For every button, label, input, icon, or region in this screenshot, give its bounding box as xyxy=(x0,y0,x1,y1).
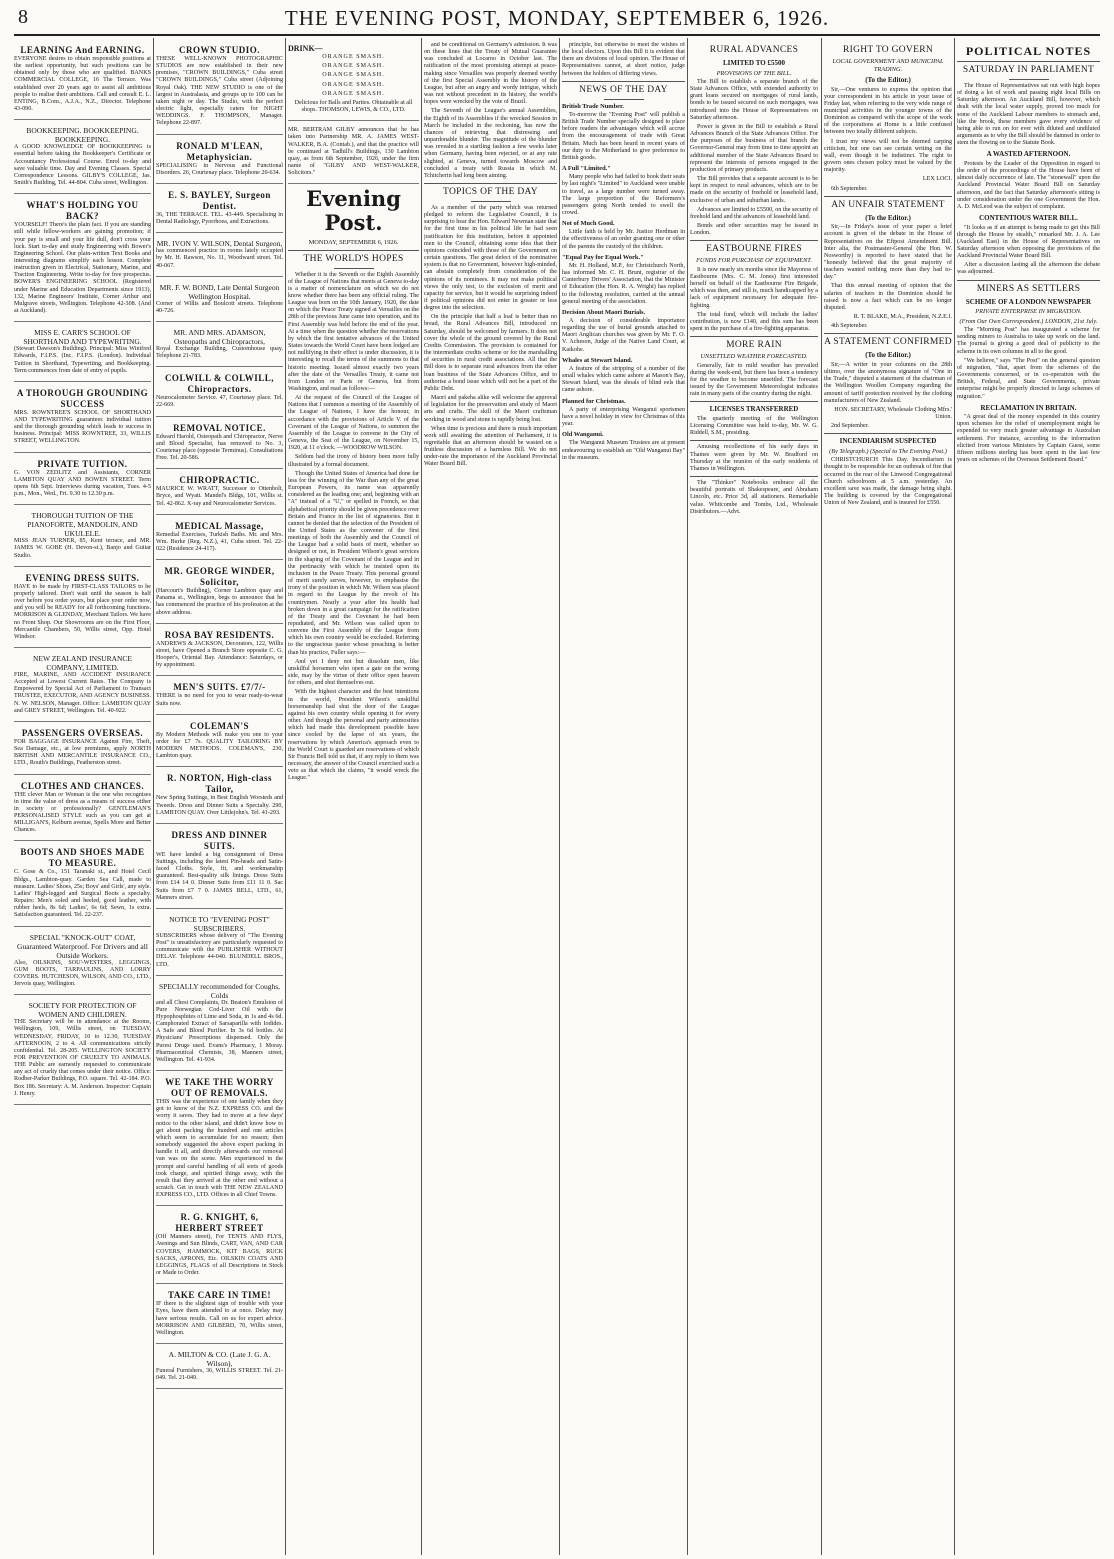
topics-continuation xyxy=(562,42,685,78)
water-title: CONTENTIOUS WATER BILL. xyxy=(979,214,1078,222)
news-items xyxy=(562,103,685,462)
ad-body: G. VON ZEDLITZ and Assistants, CORNER LAMBTON QUAY AND BOWEN STREET. Term opens 6th Sept. Interviews during vacation, Tues. 4-5 p.m., Mon., Wed., Fri. 9.30 to 12.30 p.m. xyxy=(14,469,151,498)
advertisement xyxy=(14,197,151,322)
paragraph: principle, but otherwise to meet the wishes of the local electors. Upon this Bill it is evident that there are divisions of local opinion. The House of Representatives cannot, at short notice, judge between the holders of differing views. xyxy=(562,42,685,77)
unfair-date: 4th September. xyxy=(831,323,868,330)
newspaper-title: THE EVENING POST, MONDAY, SEPTEMBER 6, 1926. xyxy=(284,6,830,30)
ad-body: 36, THE TERRACE. TEL. 43-449. Specialising in Dental Radiology, Pyorrhoea, and Extractions. xyxy=(156,211,283,226)
advertisement xyxy=(14,930,151,996)
paragraph: After a discussion lasting all the afternoon the debate was adjourned. xyxy=(957,262,1100,276)
divider xyxy=(562,81,685,82)
news-item-body: Little faith is held by Mr. Justice Herdman in the effectiveness of an order granting one or other of the parents the custody of the children. xyxy=(562,229,685,250)
incendiarism-title: INCENDIARISM SUSPECTED xyxy=(839,437,937,446)
topics-title: TOPICS OF THE DAY xyxy=(443,186,538,197)
news-item-head: Not of Much Good. xyxy=(562,220,615,228)
ad-body: By Modern Methods will make you one to your order for £7 7s. QUALITY TAILORING BY MODERN METHODS. COLEMAN'S, 230, Lambton quay. xyxy=(156,731,283,760)
editorial-paragraph: And yet I deny not but dissolute men, like unskilful horsemen who open a gate on the wrong side, may by the virtue of their office open heaven for others, and shut themselves out. xyxy=(288,658,419,687)
ad-body: THERE is no need for you to wear ready-to-wear Suits now. xyxy=(156,693,283,707)
eastbourne-subtitle: FUNDS FOR PURCHASE OF EQUIPMENT. xyxy=(696,257,812,265)
rural-subtitle: LIMITED TO £5500 xyxy=(723,59,785,67)
advertisement xyxy=(156,627,283,677)
ad-body: IF there is the slightest sign of trouble with your Eyes, have them attended to at once. Delay may have serious results. Call on us for expert advice. MORRISON AND GILBERD, 70, Willis street, Wellington. xyxy=(156,1301,283,1336)
advertisement xyxy=(156,420,283,470)
column-divider xyxy=(821,38,822,1555)
licenses-title: LICENSES TRANSFERRED xyxy=(709,405,799,414)
orange-smash-ad xyxy=(288,42,419,121)
column-1-advertisements xyxy=(14,42,151,1553)
ad-title: PASSENGERS OVERSEAS. xyxy=(21,727,144,738)
news-item-body: The Wanganui Museum Trustees are at present endeavouring to establish an "Old Wanganui Bay" in the museum. xyxy=(562,440,685,461)
ad-body: MISS JEAN TURNER, 85, Kent terrace, and MR. JAMES W. GOBE (H. Devon-st.), Banjo and Guitar Studio. xyxy=(14,538,151,559)
news-item-head: Old Wanganui. xyxy=(562,431,604,439)
ad-title: CHIROPRACTIC. xyxy=(179,475,260,486)
ad-title: MR. AND MRS. ADAMSON, Osteopaths and Chiropractors, xyxy=(173,327,266,346)
divider xyxy=(471,201,511,202)
political-notes-kicker: POLITICAL NOTES xyxy=(965,44,1092,58)
ad-body: A GOOD KNOWLEDGE OF BOOKKEEPING is essential before taking the Bookkeeper's Certificate or Accountancy Professional Course. Enrol to-day and save valuable time. Day and Evening Classes. Special Correspondence Lessons. GILBY'S COLLEGE, Jas. Smith's Building, Tel. 44-804. Cuba street, Wellington. xyxy=(14,144,151,187)
rain-subtitle: UNSETTLED WEATHER FORECASTED. xyxy=(700,353,808,361)
ad-title: MR. GEORGE WINDER, Solicitor, xyxy=(164,566,275,588)
news-item-head: Planned for Christmas. xyxy=(562,397,626,405)
govern-to-editor: (To the Editor.) xyxy=(865,76,911,84)
paragraph: "It looks as if an attempt is being made to get this Bill through the House by stealth," remarked Mr. J. A. Lee (Auckland East) in the House of Representatives on Saturday afternoon when opposing the provisions of the Auckland Provincial Water Board Bill. xyxy=(957,224,1100,260)
news-item-body: A party of enterprising Wanganui sportsmen have a novel holiday in view for Christmas of this year. xyxy=(562,406,685,428)
letter-paragraph: Sir,—In Friday's issue of your paper a brief account is given of the debate in the House of Representatives on the Eftpost Amendment Bill. Inter alia, the Postmaster-General (the Hon. W. Nosworthy) is reported to have stated that he "honestly believed that the great majority of teachers wanted nothing more than they had to-day." xyxy=(824,224,952,281)
advertisement xyxy=(156,679,283,714)
advertisement xyxy=(156,827,283,909)
reclaim-title: RECLAMATION IN BRITAIN. xyxy=(980,403,1077,412)
news-item-body: Many people who had failed to book their seats by last night's "Limited" to Auckland were unable to travel, as a large number were turned away. The large proportion of the Reformers's passengers going North tended to swell the crowd. xyxy=(562,174,685,216)
divider xyxy=(334,268,374,269)
ad-body: Also, OILSKINS, SOU'-WESTERS, LEGGINGS, GUM BOOTS, TARPAULINS, AND LORRY COVERS. HUTCHESON, WILSON, AND CO., LTD., Jervois quay, Wellington. xyxy=(14,959,151,988)
advertisement xyxy=(14,123,151,194)
incendiarism-body xyxy=(824,457,952,507)
divider xyxy=(957,280,1100,281)
ad-body: (Stewart Dawson's Building). Principal: Miss Winifred Edwards, F.I.P.S. (Inc. F.I.P.S. (London). Individual Tuition in Shorthand, Typewriting, and Bookkeeping. Term commences from date of entry of pupils. xyxy=(14,346,151,374)
advertisement xyxy=(156,370,283,416)
advertisement xyxy=(156,1287,283,1344)
ad-title: WHAT'S HOLDING YOU BACK? xyxy=(26,200,139,222)
paragraph: "A great deal of the money expended in this country upon schemes for the relief of unemployment might be expended to very much greater advantage in Australian settlement. For instance, according to the information elicited from various Ministers by Captain Guest, some fifteen millions sterling has been spent in the last few years on schemes of the Overseas Settlement Board." xyxy=(957,414,1100,464)
advertisement xyxy=(156,979,283,1071)
editorial-paragraph: Though the United States of America had done far less for the winning of the War than any of the great European Powers, its name was apparently considered as the leading one; and, beginning with an "A" instead of a "U," or spelled in French, so that alphabetical priority should be given precedence over Britain and France in the list of signatories. But it cannot be denied that the selection of the President of the United States as the convener of the first meetings of both the Assembly and the Council of the League had a solid basis of merit, whether so designed or not, in President Wilson's great services in the shaping of the Covenant of the League and in the pertinacity with which he insisted upon its inclusion in the Peace Treaty. This personal ground of merit surely serves, however, to emphasise the irony of the position in which Mr. Wilson was placed in regard to the League by the revolt of his countrymen. Nearly a year after his health had broken down in a great campaign for the ratification of the Treaty and the Covenant he had been repudiated, and Mr. Wilson was called upon to convene the First Assembly of the League from which his own country would be excluded. Referring to the ungracious pastor whose preaching is better than his practice, Fuller says:— xyxy=(288,470,419,656)
ad-list xyxy=(156,42,283,1389)
editorial-paragraph: With the highest character and the best intentions in the world, President Wilson's unskilful horsemanship had shut the door of the League against his own country while opening it for every other. And though the personal and party animosities which had made this development possible have since cooled by the lapse of six years, the reservations by which America's approach even to the World Court is guarded are reservations of which Sir Francis Bell told us that, if any reply to them was necessary, the answer of the Council exercised such a veto as that which the claims, "it would wreck the League." xyxy=(288,689,419,782)
divider xyxy=(690,240,818,241)
thinker-ad: The "Thinker" Notebooks embrace all the beautiful portraits of Shakespeare, and Abraham Lincoln, etc. Price 3d, all stationers. Remarkable value. Whitcombe and Tombs, Ltd., Wholesale Distributors.—Advt. xyxy=(690,480,818,515)
advertisement xyxy=(14,570,151,648)
advertisement xyxy=(156,42,283,135)
advertisement xyxy=(14,844,151,926)
ad-body: HAVE to be made by FIRST-CLASS TAILORS to be properly tailored. Don't wait until the season is half over before you order yours, but place your order now, and you will be READY for all forthcoming functions. MORRISON & GLENDAY, Merchant Tailors. We have no Front Shop. Our Showrooms are on the First Floor, Mercantile Chambers, 50, Willis street, Opp. Hotel Windsor. xyxy=(14,583,151,640)
divider xyxy=(690,440,818,441)
ad-body: THE clever Man or Woman is the one who recognises in time the value of dress as a means of success either in society or professionally? GENTLEMAN'S PERSONALISED STYLE such as you can get at MILLIGAN'S, Kelburn avenue, Spells More and Better Chances. xyxy=(14,791,151,834)
editorial-paragraph: Whether it is the Seventh or the Eighth Assembly of the League of Nations that meets at Geneva to-day is a matter of nomenclature on which we do not know whether there has been any official ruling. The League was born on the 10th January, 1920, the date on which the Peace Treaty signed at Versailles on the 28th of the previous June came into operation, and its First Assembly was held before the end of the year. At a time when the question whether the reservations by which the first tentative advances of the United States towards the World Court have been lodged are not nullifying in their effect is under discussion, it is interesting to recall the terms of the summons to that historic meeting. Issued almost exactly two years after the date of the Versailles Treaty, it came not from London or Paris or Geneva, but from Washington, and read as follows:— xyxy=(288,271,419,392)
rural-title: RURAL ADVANCES xyxy=(709,45,799,55)
ad-body: WE have landed a big consignment of Dress Suitings, including the latest Pin-heads and Satin-faced Cloths. Style, fit, and workmanship guaranteed. Best-quality silk linings. Dress Suits from £14 14 0. Dinner Suits from £11 11 0. Sac Suits from £7 7 0. JAMES BELL, LTD., 61, Manners street. xyxy=(156,851,283,901)
column-divider xyxy=(559,38,560,1555)
masthead xyxy=(14,4,1100,36)
unfair-to-editor: (To the Editor.) xyxy=(865,213,911,222)
editorial-paragraph: At the request of the Council of the League of Nations that I summon a meeting of the Assembly of the League of Nations, I have the honour, in accordance with the provisions of Article V. of the Covenant of the League of Nations, to summon the Assembly of the League to convene in the City of Geneva, the Seat of the League, on November 15, 1920, at 11 o'clock. —WOODROW WILSON. xyxy=(288,395,419,452)
unfair-title: AN UNFAIR STATEMENT xyxy=(831,199,945,210)
incendiarism-sub: (By Telegraph.) (Special to The Evening Post.) xyxy=(829,447,947,455)
govern-title: RIGHT TO GOVERN xyxy=(842,45,933,55)
saturday-body xyxy=(957,83,1100,147)
column-divider xyxy=(687,38,688,1555)
divider xyxy=(824,196,952,197)
advertisement xyxy=(14,385,151,453)
advertisement xyxy=(156,912,283,976)
notice-text: MR. BERTRAM GILBY announces that he has taken into Partnership MR. A. JAMES WEST-WALKER, B.A. (Contab.), and that the practice will be continued at Tadhill's Buildings, 130 Lambton quay, as from 6th September, 1926, under the firm name of "GILBY AND WEST-WALKER, Solicitors." xyxy=(288,127,419,177)
saturday-title: SATURDAY IN PARLIAMENT xyxy=(962,65,1095,75)
ad-body: (Harcourt's Building), Corner Lambton quay and Panama st., Wellington, begs to announce that he has commenced the practice of his profession at the above address. xyxy=(156,588,283,616)
advertisement xyxy=(14,998,151,1105)
paragraph: It is now nearly six months since the Mayoress of Eastbourne (Mrs. C. M. Jones) first interested herself on behalf of the Eastbourne Fire Brigade, which was then, and still is, much handicapped by a lack of equipment necessary for adequate fire-fighting. xyxy=(690,266,818,309)
ad-title: DRESS AND DINNER SUITS. xyxy=(171,829,268,851)
amusing-paragraph: Amusing recollections of his early days in Thames were given by Mr. W. Bradford on Thursday at the reunion of the early residents of Thames in Wellington. xyxy=(690,444,818,472)
page-number: 8 xyxy=(18,6,28,28)
ad-title: THOROUGH TUITION OF THE PIANOFORTE, MANDOLIN, AND UKULELE. xyxy=(27,511,138,539)
ad-body: has commenced practice in rooms lately occupied by Mr. H. Rawson, No. 11, Woodward street. Tel. 40-067. xyxy=(156,248,283,269)
ad-body: THIS was the experience of one family when they got to know of the N.Z. EXPRESS CO. and the worry it saves. They had to move at a few days' notice to the other island, and didn't know how to get about packing the hundred and one articles which seem to accumulate for no reason; then somebody suggested the above expert packing in handle it all, and directly afterwards our removal van was on the scene. Men experienced in the prompt and careful handling of all sorts of goods took charge, and spirited things away, with the result that they arrived at the other end without a scratch. Get in touch with THE NEW ZEALAND EXPRESS CO., LTD. Offices in all Chief Towns. xyxy=(156,1099,283,1199)
ad-body: C. Gose & Co., 151 Taranaki st., and Hotel Cecil Bldgs., Lambton-quay. Garden Sea Call, made to measure. Ladies' Shoes, 25s; Boys' and Girls', any style. Ladies' High-legged and Surgical Boots a specialty. Repairs: Men's soled and heeled, good leather, with rubber heels, 8s 6d; Ladies', 6s 6d; Sewn, 1s extra. Satisfaction guaranteed. Tel. 22-237. xyxy=(14,869,151,919)
advertisement xyxy=(156,187,283,233)
miners-body xyxy=(957,327,1100,401)
news-item-head: Whales at Stewart Island. xyxy=(562,356,633,364)
paragraph: Generally, fair to mild weather has prevailed during the week-end, but there has been a tendency for the weather to become unsettled. The forecast issued by the Government Meteorologist indicates rain in many parts of the country during the night. xyxy=(690,362,818,398)
advertisement xyxy=(14,778,151,842)
divider xyxy=(604,99,644,100)
confirmed-body xyxy=(824,362,952,405)
ad-title: RONALD M'LEAN, Metaphysician. xyxy=(176,140,263,162)
govern-date: 6th September. xyxy=(831,185,868,192)
advertisement xyxy=(156,1209,283,1284)
news-item-body: To-morrow the "Evening Post" will publish a British Trade Number specially designed to place before readers the advantages which will accrue from the encouragement of trade with Great Britain. Much has been heard in recent years of our duty to the Motherland to give preference to British goods. xyxy=(562,111,685,161)
news-item-body: A decision of considerable importance regarding the use of burial grounds attached to Maori Anglican churches was given by Mr. F. O. V. Acheson, Judge of the Native Land Court, at Kaikohe. xyxy=(562,318,685,353)
ad-list xyxy=(14,42,151,1105)
ad-title: MISS E. CARR'S SCHOOL OF SHORTHAND AND TYPEWRITING. xyxy=(23,328,142,347)
ad-body: SUBSCRIBERS whose delivery of "The Evening Post" is unsatisfactory are particularly requested to communicate with the PUBLISHER WITHOUT DELAY. Telephone 44-040. BLUNDELL BROS., LTD. xyxy=(156,932,283,968)
advertisement xyxy=(14,325,151,382)
topic-paragraph: Maori and pakeha alike will welcome the approval of legislation for the preservation and study of Maori arts and crafts. The skill of the Maori craftsman working in wood and stone is rapidly being lost. xyxy=(424,395,557,423)
paragraph: The quarterly meeting of the Wellington Licensing Committee was held to-day, Mr. W. G. Riddell, S.M., presiding. xyxy=(690,415,818,437)
letter-paragraph: That this annual meeting of opinion that the salaries of teachers in the Dominion should be raised is now a fact which can be no longer disputed. xyxy=(824,283,952,311)
reclaim-body xyxy=(957,414,1100,464)
wasted-body xyxy=(957,161,1100,211)
ad-body: FIRE, MARINE, AND ACCIDENT INSURANCE Accepted at Lowest Current Rates. The Company is Empowered by Special Act of Parliament to Transact TRUSTEE, EXECUTOR, AND AGENCY BUSINESS. N. W. NELSON, Manager. Office: LAMBTON QUAY and GREY STREET, Wellington. Tel. 40-922. xyxy=(14,671,151,714)
paragraph: CHRISTCHURCH This Day. Incendiarism is thought to be responsible for an outbreak of fire that occurred in the rear of the Linwood Congregational Church schoolroom at 5 a.m. yesterday. An excellent save was made, the damage being slight. The building is covered by the Congregational Union of New Zealand, and is insured for £550. xyxy=(824,457,952,507)
orange-smash-line: ORANGE SMASH. xyxy=(322,54,385,61)
letter-paragraph: I trust my views will not be deemed carping criticism, but one can see certain writing on the wall, even though it be indistinct. The right to govern ones chosen policy must be valued by the majority. xyxy=(824,138,952,174)
paragraph: The Bill provides that a separate account is to be kept in respect to rural advances, which are to be made on the security of freehold or leasehold land, exclusive of urban and suburban lands. xyxy=(690,176,818,204)
ad-body: Remedial Exercises, Turkish Baths. Mr. and Mrs. Wm. Burke (Reg. N.Z.), 41, Cuba street. Tel. 22-022 (Residence 24-417). xyxy=(156,531,283,552)
unfair-signature: R. T. BLAKE, M.A., President, N.Z.E.I. xyxy=(853,314,952,321)
ad-title: BOOKKEEPING. BOOKKEEPING. BOOKKEEPING. xyxy=(26,126,139,145)
ad-title: SPECIAL "KNOCK-OUT" COAT, Guaranteed Waterproof. For Drivers and all Outside Workers. xyxy=(17,932,148,960)
news-item-body: A feature of the stripping of a number of the small whales which came ashore at Mason's Bay, Stewart Island, was the shoals of blind eels that came ashore. xyxy=(562,365,685,394)
column-divider xyxy=(285,38,286,1555)
newspaper-flag: Evening Post. xyxy=(306,186,401,236)
divider xyxy=(957,61,1100,62)
ad-title: SPECIALLY recommended for Coughs, Colds xyxy=(158,981,281,1000)
ad-title: A THOROUGH GROUNDING SUCCESS xyxy=(16,387,149,409)
ad-body: MRS. ROWNTREE'S SCHOOL OF SHORTHAND AND TYPEWRITING guarantees individual tuition and the thorough grounding which leads to success in business. Principal: MISS ROWNTREE, 33, WILLIS STREET, WELLINGTON. xyxy=(14,409,151,445)
topic-paragraph: On the principle that half a loaf is better than no bread, the Rural Advances Bill, introduced on Saturday, should be welcomed by farmers. It does not cover the whole of the ground covered by the Rural Credits Commission. The provision is contained for the intermediate credits scheme or for the marshalling of securities in rural credit associations. All that the Bill does is to separate rural advances from the other loan business of the State Advances Office, and to authorise a bond issue which will not be a part of the Public Debt. xyxy=(424,314,557,392)
ad-title: CLOTHES AND CHANCES. xyxy=(20,780,145,791)
ad-title: R. G. KNIGHT, 6, HERBERT STREET xyxy=(175,1212,264,1234)
orange-smash-line: ORANGE SMASH. xyxy=(322,63,385,70)
ad-body: MAURICE W. WRATT, Successor to Ottenbolt, Bryce, and Wyatt. Mandel's Bldgs, 101, Willis st. Tel. 42-862. X-ray and Neurocalometer Services. xyxy=(156,486,283,507)
advertisement xyxy=(156,563,283,624)
ad-body: EVERYONE desires to obtain responsible positions at the earliest opportunity, but such positions can be obtained only by those who are qualified. BANKS COMMERCIAL COLLEGE, 16 The Terrace. Was established over 20 years ago to assist all ambitious people to realise their ambitions. Call and consult E. L. ENTING, B.Com., A.J.A., N.Z., Director. Telephone 43-090. xyxy=(14,56,151,113)
divider xyxy=(690,336,818,337)
advertisement xyxy=(156,280,283,322)
column-divider xyxy=(421,38,422,1555)
unfair-body xyxy=(824,224,952,312)
ad-body: Delicious for Balls and Parties. Obtainable at all shops. THOMSON, LEWIS, & CO., LTD. xyxy=(294,99,413,114)
ad-body: Neurocalometer Service. 47, Courtenay place. Tel. 22-669. xyxy=(156,395,283,409)
ad-title: MR. F. W. BOND, Late Dental Surgeon Wellington Hospital. xyxy=(159,282,280,301)
advertisement xyxy=(156,325,283,367)
paragraph: The Seventh of the League's annual Assemblies, the Eighth of its Assemblies if the wrecked Session in March be included in the reckoning, has now the chances of retrieving that distressing and unpardonable blunder. The magnitude of the blunder was revealed in a startling fashion a few weeks later when Germany, having been rejected, or at any rate slighted, at Geneva, turned towards Moscow and concluded a treaty with Russia in which M. Tchitcherin had long been aiming. xyxy=(424,108,557,179)
divider xyxy=(824,433,952,434)
news-item-head: "Equal Pay for Equal Work." xyxy=(562,253,644,261)
wasted-title: A WASTED AFTERNOON. xyxy=(986,150,1071,159)
miners-sub3: (From Our Own Correspondent.) LONDON, 21st July. xyxy=(959,317,1098,325)
ad-title: A. MILTON & CO. (Late J. G. A. Wilson), xyxy=(168,1350,271,1368)
paragraph: Protests by the Leader of the Opposition in regard to the order of the proceedings of the House have been of almost daily occurrence of late. The "stonewall" upon the Auckland Provincial Water Board Bill on Saturday afternoon, and the fact that Saturday afternoon's sitting is under consideration under the one Government the Hon. A. D. McLeod was the subject of complaint. xyxy=(957,160,1100,210)
paragraph: Bonds and other securities may be issued in London. xyxy=(690,222,818,237)
orange-smash-lines xyxy=(288,54,419,98)
rural-body xyxy=(690,79,818,237)
paragraph: The total fund, which will include the ladies' contribution, is now £140, and this sum has been spent in the purchase of a fire-fighting apparatus. xyxy=(690,311,818,333)
water-body xyxy=(957,225,1100,277)
editorial-continuation xyxy=(424,42,557,180)
editorial-paragraph: Seldom had the irony of history been more fully illustrated by a formal document. xyxy=(288,454,419,468)
govern-signature: LEX LOCI. xyxy=(922,176,952,183)
ad-title: EVENING DRESS SUITS. xyxy=(25,572,140,583)
ad-body: Corner of Willis and Boulcott streets. Telephone 40-726. xyxy=(156,300,283,314)
ad-title: COLEMAN'S xyxy=(189,720,249,731)
partnership-notice xyxy=(288,124,419,184)
topic-paragraph: When time is precious and there is much important work still awaiting the attention of Parliament, it is regrettable that an afternoon should be wasted on a fruitless discussion of a harmless Bill. We do not under-rate the importance of the Auckland Provincial Water Board Bill. xyxy=(424,425,557,468)
news-item-head: British Trade Number. xyxy=(562,102,624,110)
divider xyxy=(288,250,419,251)
news-title: NEWS OF THE DAY xyxy=(579,84,668,95)
column-8-political xyxy=(957,42,1100,1553)
editorial-title: THE WORLD'S HOPES xyxy=(303,253,404,264)
miners-title: MINERS AS SETTLERS xyxy=(976,283,1081,294)
govern-subtitle: LOCAL GOVERNMENT AND MUNICIPAL TRADING. xyxy=(832,58,944,73)
eastbourne-title: EASTBOURNE FIRES xyxy=(706,244,802,255)
advertisement xyxy=(14,508,151,566)
advertisement xyxy=(156,518,283,560)
advertisement xyxy=(156,718,283,768)
column-7-letters xyxy=(824,42,952,1553)
column-2-advertisements xyxy=(156,42,283,1553)
ad-body: and all Chest Complaints, Dr. Beaton's Emulsion of Pure Norwegian Cod-Liver Oil with the Hypophosphites of Lime and Soda, in 1s and 4s 6d. Camphorated Extract of Sarsaparilla with Iodides. A Safe and Blood Purifier. In 3s 6d bottles. At Physicians' Prescriptions dispensed. Only the Purest Drugs used. Evans's Pharmacy, 1 Moray. Pharmaceutical Chemists, 38, Manners street, Wellington. Tel. 41-934. xyxy=(156,999,283,1063)
ad-body: YOURSELF! There's the plain fact. If you are standing still while fellow-workers are gaining promotion; if your pay is small and your life dull, don't cross your luck. Start to-day and study Engineering with Bower's Engineering School. Our plain-written Text Books and interesting diagrams simplify each lesson. Complete instruction given in Electrical, Stationary, Marine, and Traction Engineering. Write to-day for free prospectus. BOWER'S ENGINEERING SCHOOL (Registered under Marine and Education Departments since 1913), 132, Marine Engineers' Institute, Corner Arthur and Mulgrave streets, Wellington. Telephone 42-308. (And at Auckland). xyxy=(14,222,151,315)
news-item-head: A Full "Limited." xyxy=(562,165,611,173)
paragraph: Power is given in the Bill to establish a Rural Advances Branch of the State Advances Office. For the purposes of the business of that branch the Governor-General may from time to time appoint an additional member of the State Advances Board to represent the interests of persons engaged in the production of primary products. xyxy=(690,123,818,173)
paragraph: The "Morning Post" has inaugurated a scheme for sending miners to Australia to take up work on the land. The journal is giving a good deal of publicity to the scheme in its own columns in all to the good. xyxy=(957,327,1100,355)
advertisement xyxy=(14,42,151,120)
ad-body: Edward Harold, Osteopath and Chiropractor, Nerve and Blood Specialist, has removed to No. 3, Courtenay place (opposite Terminus). Consultations Free. Tel. 20-586. xyxy=(156,433,283,462)
column-divider xyxy=(153,38,154,1555)
ad-title: COLWILL & COLWILL, Chiropractors. xyxy=(164,373,275,395)
advertisement xyxy=(156,770,283,823)
miners-subtitle: SCHEME OF A LONDON NEWSPAPER xyxy=(965,297,1092,306)
ad-body: Royal Exchange Building, Customhouse quay. Telephone 21-783. xyxy=(156,345,283,360)
advertisement xyxy=(14,651,151,722)
divider xyxy=(690,401,818,402)
confirmed-signature: HON. SECRETARY, Wholesale Clothing Mfrs.' Union. xyxy=(834,406,952,420)
paragraph: Advances are limited to £5500, on the security of freehold land and the advances of leasehold land. xyxy=(690,206,818,220)
ad-title: NOTICE TO "EVENING POST" SUBSCRIBERS. xyxy=(169,914,270,933)
column-5-news xyxy=(562,42,685,1553)
column-divider xyxy=(954,38,955,1555)
orange-smash-line: ORANGE SMASH. xyxy=(322,72,385,79)
column-4-topics xyxy=(424,42,557,1553)
advertisement xyxy=(156,236,283,276)
ad-title: ROSA BAY RESIDENTS. xyxy=(164,629,275,640)
rain-title: MORE RAIN xyxy=(726,340,782,351)
ad-title: R. NORTON, High-class Tailor, xyxy=(166,773,273,795)
divider xyxy=(1009,79,1049,80)
licenses-body xyxy=(690,416,818,437)
editorial-body xyxy=(288,272,419,783)
advertisement xyxy=(156,138,283,184)
rain-body xyxy=(690,363,818,399)
orange-smash-line: ORANGE SMASH. xyxy=(322,81,385,88)
ad-body: (Off Manners street), For TENTS AND FLYS, Awnings and Sun Blinds, CART, VAN, AND CAR COVERS, HAMMOCK, KIT BAGS, RUCK SACKS, APRONS, Etc. OILSKIN COATS AND LEGGINGS, FLAGS of all Descriptions in Stock or Made to Order. xyxy=(156,1234,283,1277)
ad-title: WE TAKE THE WORRY OUT OF REMOVALS. xyxy=(165,1077,274,1099)
ad-body: THE Secretary will be in attendance at the Rooms, Wellington, 109, Willis street, on TUESDAY, WEDNESDAY, FRIDAY, 10 to 12.30, TUESDAY AFTERNOON, 2 to 4. All communications strictly confidential. Tel. 28-205. WELLINGTON SOCIETY FOR PREVENTION OF CRUELTY TO ANIMALS. THE Public are earnestly requested to communicate any act of cruelty that comes under their notice. Office: Rodber-Parker Buildings, P.O. square. Tel. 42-184. P.O. Box 186. Secretary: A. M. Anderson. Inspector: Captain J. Henry. xyxy=(14,1019,151,1097)
topic-paragraph: As a member of the party which was returned pledged to reform the Legislative Council, it is surprising to hear the Hon. Edward Newman state that for the first time in his political life he had seen justification for this institution, before it appointed men to the Council, obtaining some idea that their opinions coincided with those of the Government on certain questions. The great defect of the nominative system is that no Government, however high-minded, can abstain completely from consideration of the opinions of its nominees. It may not make political views the only test, to the exclusion of merit and capacity for service, but it would be surprising indeed if political opinions did not enter in greater or less degree into the selection. xyxy=(424,204,557,312)
ad-body: FOR BAGGAGE INSURANCE Against Fire, Theft, Sea Damage, etc., at low premiums, apply NORTH BRITISH AND MERCANTILE INSURANCE CO., LTD., Routh's Buildings, Featherston street. xyxy=(14,738,151,767)
ad-title: PRIVATE TUITION. xyxy=(37,458,128,469)
paragraph: The House of Representatives sat out with high hopes of doing a lot of work and passing eight local Bills on Saturday afternoon. An Auckland Bill, however, which dealt with the local water supply, proved too much for some of the Auckland Labour members to stomach and, like the brook, these members gave every evidence of being able to run on for ever with diluted and undiluted arguments as to why the Bill should be damned in order to stem the flowing on to the Statute Book. xyxy=(957,83,1100,147)
topics-body xyxy=(424,205,557,469)
confirmed-date: 2nd September. xyxy=(831,423,869,430)
divider xyxy=(824,333,952,334)
divider xyxy=(424,183,557,184)
advertisement xyxy=(14,725,151,775)
paragraph: The Bill to establish a separate branch of the State Advances Office, with extended authority to grant loans secured on mortgages of rural lands, bonds to be issued secured on such mortgages, was introduced into the House of Representatives on Saturday afternoon. xyxy=(690,79,818,121)
ad-title: SOCIETY FOR PROTECTION OF WOMEN AND CHILDREN. xyxy=(28,1001,137,1020)
advertisement xyxy=(14,456,151,506)
orange-smash-line: ORANGE SMASH. xyxy=(322,90,385,97)
ad-title: NEW ZEALAND INSURANCE COMPANY, LIMITED. xyxy=(32,653,133,672)
column-6-rural xyxy=(690,42,818,1553)
news-item-body: Mr. H. Holland, M.P., for Christchurch North, has informed Mr. C. H. Brunt, registrar of the Canterbury Drivers' Association, that the Minister of Education (the Hon. R. A. Wright) has replied to the following resolution, carried at the annual general meeting of the association. xyxy=(562,262,685,305)
ad-title: BOOTS AND SHOES MADE TO MEASURE. xyxy=(20,847,145,869)
ad-body: THESE WELL-KNOWN PHOTOGRAPHIC STUDIOS are now established in their new premises, "CROWN BUILDINGS," Cuba street "CROWN BUILDINGS," Cuba street (Adjoining Royal Oak). THE NEW STUDIO is one of the largest in Australasia, and groups up to 100 can be taken night or day. The Studio, with the perfect electric light, especially caters for NIGHT WEDDINGS. F. THOMPSON, Manager. Telephone 22-897. xyxy=(156,56,283,127)
issue-date: MONDAY, SEPTEMBER 6, 1926. xyxy=(308,239,399,247)
ad-title: CROWN STUDIO. xyxy=(178,45,260,55)
paragraph: and be conditional on Germany's admission. It was on these lines that the Treaty of Mutual Guarantee was concluded at Locarno in October last. The ratification of the most promising attempt at peace-making since Versailles was properly deemed worthy of the first Special Assembly in the history of the League, but after an angry and wordy intrigue, which was not without precedent in its history, the world's hopes were wrecked by the vote of Brazil. xyxy=(424,42,557,106)
ad-title: MEDICAL Massage, xyxy=(175,520,264,531)
rural-sub2: PROVISIONS OF THE BILL. xyxy=(716,69,792,77)
eastbourne-body xyxy=(690,267,818,333)
ad-title: LEARNING And EARNING. xyxy=(20,45,145,55)
ad-title: MEN'S SUITS. £7/7/- xyxy=(173,682,266,693)
advertisement xyxy=(156,472,283,514)
ad-title: MR. IVON V. WILSON, Dental Surgeon, xyxy=(156,239,283,249)
ad-title: DRINK— xyxy=(288,44,323,53)
advertisement xyxy=(156,1347,283,1389)
column-3-editorial xyxy=(288,42,419,1553)
ad-body: New Spring Suitings, in Best English Worsteds and Tweeds. Dress and Dinner Suits a Specialty. 290, LAMBTON QUAY. Over Littlejohn's. Tel. 41-293. xyxy=(156,795,283,816)
ad-body: Funeral Furnishers, 36, WILLIS STREET. Tel. 21-049. Tel. 21-049. xyxy=(156,1368,283,1382)
paragraph: "We believe," says "The Post" on the general question of migration, "that, apart from the schemes of the Governments concerned, or in co-operation with the British, Federal, and State Governments, private enterprise might be properly directed to large schemes of migration." xyxy=(957,357,1100,400)
news-item-head: Decision About Maori Burials. xyxy=(562,308,646,316)
ad-body: SPECIALISING in Nervous and Functional Disorders. 26, Courtenay place. Telephone 20-634. xyxy=(156,162,283,176)
letter-paragraph: Sir,—A writer in your columns on the 28th ultimo, over the anonymous signature of "One in the Trade," disputed a statement of the chairman of the Wellington Woollen Company regarding the amount of tariff protection received by the clothing manufacturers of New Zealand. xyxy=(824,361,952,404)
ad-title: REMOVAL NOTICE. xyxy=(173,422,266,433)
confirmed-title: A STATEMENT CONFIRMED xyxy=(824,337,952,348)
miners-sub2: PRIVATE ENTERPRISE IN MIGRATION. xyxy=(975,308,1082,316)
letter-paragraph: Sir,—One ventures to express the opinion that your correspondent in his article in your issue of Friday last, when referring to the very wide range of municipal activities in the younger towns of the Dominion as compared with the scope of the work of the corporations at Home is a little confused between two totally different subjects. xyxy=(824,86,952,136)
ad-title: TAKE CARE IN TIME! xyxy=(168,1290,271,1301)
ad-body: ANDREWS & JACKSON, Decorators, 122, Willis street, have Opened a Branch Store opposite C. G. Hooper's, Oriental Bay. Attendance: Saturdays, or by appointment. xyxy=(156,640,283,669)
advertisement xyxy=(156,1074,283,1206)
govern-body xyxy=(824,87,952,175)
confirmed-to-editor: (To the Editor.) xyxy=(865,351,911,360)
divider xyxy=(690,476,818,477)
ad-title: E. S. BAYLEY, Surgeon Dentist. xyxy=(168,189,271,211)
